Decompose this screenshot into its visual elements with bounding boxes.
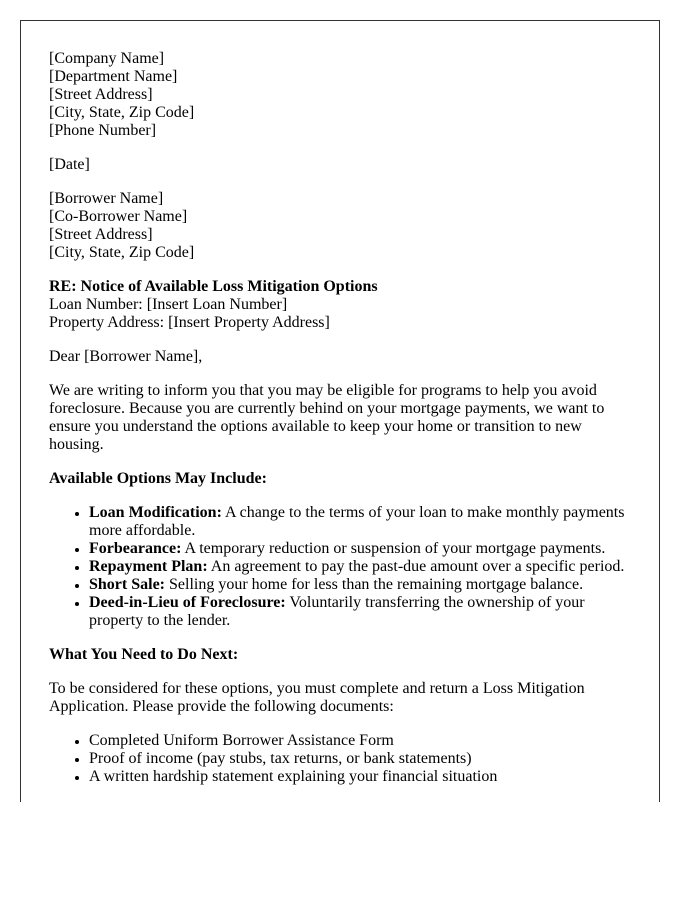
letter-content [49, 50, 639, 802]
salutation: Dear [Borrower Name], [49, 348, 203, 365]
loan-number: Loan Number: [Insert Loan Number] [49, 296, 288, 313]
recipient-address-block [49, 190, 639, 262]
option-term: Loan Modification: [89, 504, 222, 521]
next-steps-heading: What You Need to Do Next: [49, 646, 239, 663]
document-item: • Completed Uniform Borrower Assistance Form [89, 732, 639, 750]
sender-company-name: [Company Name] [49, 50, 165, 67]
sender-city-state-zip: [City, State, Zip Code] [49, 104, 195, 121]
option-item-repayment-plan [89, 558, 639, 576]
subject-line: RE: Notice of Available Loss Mitigation Options [49, 278, 378, 295]
option-term: Repayment Plan: [89, 558, 208, 575]
option-item-loan-modification [89, 504, 639, 540]
option-item-short-sale [89, 576, 639, 594]
recipient-street-address: [Street Address] [49, 226, 153, 243]
letter-date: [Date] [49, 156, 90, 173]
letter-page [20, 20, 660, 802]
option-description: Voluntarily transferring the ownership of your property to the lender. [89, 594, 585, 629]
option-term: Forbearance: [89, 540, 182, 557]
intro-paragraph: We are writing to inform you that you may be eligible for programs to help you avoid foreclosure. Because you are currently behind on your mortgage payments, we want to ensure you understand the options available to keep your home or transition to new housing. [49, 382, 605, 453]
options-heading: Available Options May Include: [49, 470, 267, 487]
recipient-co-borrower-name: [Co-Borrower Name] [49, 208, 188, 225]
recipient-city-state-zip: [City, State, Zip Code] [49, 244, 195, 261]
options-list [49, 504, 639, 630]
sender-phone-number: [Phone Number] [49, 122, 157, 139]
next-steps-paragraph: To be considered for these options, you must complete and return a Loss Mitigation Application. Please provide the following documents: [49, 680, 585, 715]
option-description: An agreement to pay the past-due amount over a specific period. [207, 558, 625, 575]
sender-department-name: [Department Name] [49, 68, 178, 85]
sender-street-address: [Street Address] [49, 86, 153, 103]
reference-block [49, 278, 639, 332]
sender-address-block [49, 50, 639, 140]
document-item: • A written hardship statement explaining your financial situation [89, 768, 639, 786]
property-address: Property Address: [Insert Property Address] [49, 314, 330, 331]
option-description: A temporary reduction or suspension of your mortgage payments. [181, 540, 606, 557]
option-item-forbearance [89, 540, 639, 558]
documents-list [49, 732, 639, 786]
option-description: Selling your home for less than the remaining mortgage balance. [165, 576, 584, 593]
option-term: Deed-in-Lieu of Foreclosure: [89, 594, 286, 611]
option-item-deed-in-lieu [89, 594, 639, 630]
option-description: A change to the terms of your loan to make monthly payments more affordable. [89, 504, 625, 539]
option-term: Short Sale: [89, 576, 165, 593]
document-item: • Proof of income (pay stubs, tax returns, or bank statements) [89, 750, 639, 768]
recipient-borrower-name: [Borrower Name] [49, 190, 164, 207]
